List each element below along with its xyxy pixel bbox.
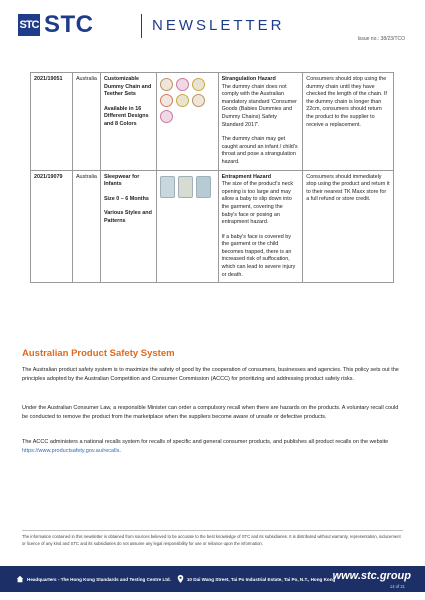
hazard-description-2: The dummy chain may get caught around an infant / child's throat and pose a strangulation hazard. [221, 136, 298, 165]
header-divider [141, 14, 142, 38]
recall-country [72, 73, 100, 171]
sleepwear-image [178, 176, 193, 198]
sleepwear-image [196, 176, 211, 198]
country-text: Australia [75, 173, 97, 180]
disclaimer: The information contained in this newsletter is obtained from sources believed to be accurate to the best knowledge of STC and its subsidiaries. It is distributed without warranty, representation, inducement or licence of any kind and STC and its subsidiaries do not assume any legal responsibility for use or reliance upon the information. [22, 534, 401, 546]
paragraph-end: . [119, 448, 121, 454]
product-image-cell [156, 170, 218, 283]
consumer-action: Consumers should stop using the dummy chain until they have checked the length of the chain. If the dummy chain is longer than 22cm, consumers should return the product to the supplier to receive a replacement. [306, 76, 387, 128]
recall-table [30, 72, 394, 283]
hazard-description: The dummy chain does not comply with the Australian mandatory standard 'Consumer Goods (Babies Dummies and Dummy Chains) Safety Standard 2017'. [221, 83, 297, 128]
dummy-chain-image [176, 78, 189, 91]
recall-number-text: 2021/19079 [34, 173, 63, 180]
recalls-website-link[interactable]: https://www.productsafety.gov.au/recalls [22, 448, 120, 454]
dummy-chain-image [160, 110, 173, 123]
footer-bar [0, 566, 425, 592]
paragraph [22, 438, 402, 456]
recall-number-text: 2021/19051 [34, 76, 63, 82]
product-images [160, 174, 215, 198]
hazard-title: Strangulation Hazard [221, 76, 276, 82]
consumer-action: Consumers should immediately stop using the product and return it to their nearest TK Maxx store for a full refund or store credit. [306, 173, 390, 203]
newsletter-header [0, 0, 425, 56]
hazard-cell [218, 73, 303, 171]
product-images [160, 76, 215, 123]
paragraph-text: The ACCC administers a national recalls system for recalls of specific and general consumer products, and publishes all product recalls on the website [22, 439, 389, 445]
dummy-chain-image [192, 78, 205, 91]
dummy-chain-image [192, 94, 205, 107]
website-link[interactable]: www.stc.group [332, 570, 411, 582]
house-icon [16, 575, 24, 583]
hazard-description: The size of the product's neck opening is too large and may allow a baby to slip down into the garment, covering the baby's face or posing an entrapment hazard. [221, 181, 294, 226]
stc-logo [18, 11, 94, 38]
headquarters-info [16, 575, 335, 583]
newsletter-title: NEWSLETTER [152, 17, 285, 34]
recall-number [31, 170, 73, 283]
table-row [31, 170, 394, 283]
location-pin-icon [177, 575, 184, 583]
section-title: Australian Product Safety System [22, 348, 175, 359]
recall-number [31, 73, 73, 171]
table-row [31, 73, 394, 171]
dummy-chain-image [160, 78, 173, 91]
hazard-cell [218, 170, 303, 283]
product-cell [100, 170, 156, 283]
product-variants: Available in 16 Different Designs and 8 Colors [103, 105, 149, 127]
recall-country [72, 170, 100, 283]
logo-text: STC [44, 11, 94, 38]
product-name: Sleepwear for Infants [103, 173, 140, 188]
action-cell [303, 73, 394, 171]
hazard-title: Entrapment Hazard [221, 173, 272, 180]
stc-logo-icon: STC [18, 14, 40, 36]
sleepwear-image [160, 176, 175, 198]
product-image-cell [156, 73, 218, 171]
dummy-chain-image [160, 94, 173, 107]
hq-address: 10 Dai Wang Street, Tai Po Industrial Estate, Tai Po, N.T., Hong Kong [186, 576, 336, 582]
paragraph: The Australian product safety system is to maximize the safety of good by the cooperation of consumers, businesses and agencies. This policy sets out the principles adopted by the Australian Competition and Consumer Commission (ACCC) for prioritizing and addressing product safety risks. [22, 367, 399, 382]
country-text: Australia [75, 76, 97, 82]
product-cell [100, 73, 156, 171]
hq-label: Headquarters - The Hong Kong Standards and Testing Centre Ltd. [27, 576, 171, 582]
product-variants: Various Styles and Patterns [103, 210, 152, 224]
dummy-chain-image [176, 94, 189, 107]
hazard-description-2: If a baby's face is covered by the garment or the child becomes trapped, there is an increased risk of suffocation, which can lead to severe injury or death. [221, 233, 296, 278]
page-number: 14 of 21 [389, 584, 405, 589]
footer-divider [22, 530, 403, 531]
action-cell [303, 170, 394, 283]
issue-number: Issue no.: 38/23/TCO [357, 36, 405, 42]
paragraph: Under the Australian Consumer Law, a responsible Minister can order a compulsory recall when there are hazards on the products. A voluntary recall could be conducted to remove the product from the marketplace when the suppliers become aware of unsafe or defective products. [22, 405, 399, 420]
product-size: Size 0 – 6 Months [103, 195, 149, 202]
product-name: Customizable Dummy Chain and Teether Sets [103, 76, 152, 98]
